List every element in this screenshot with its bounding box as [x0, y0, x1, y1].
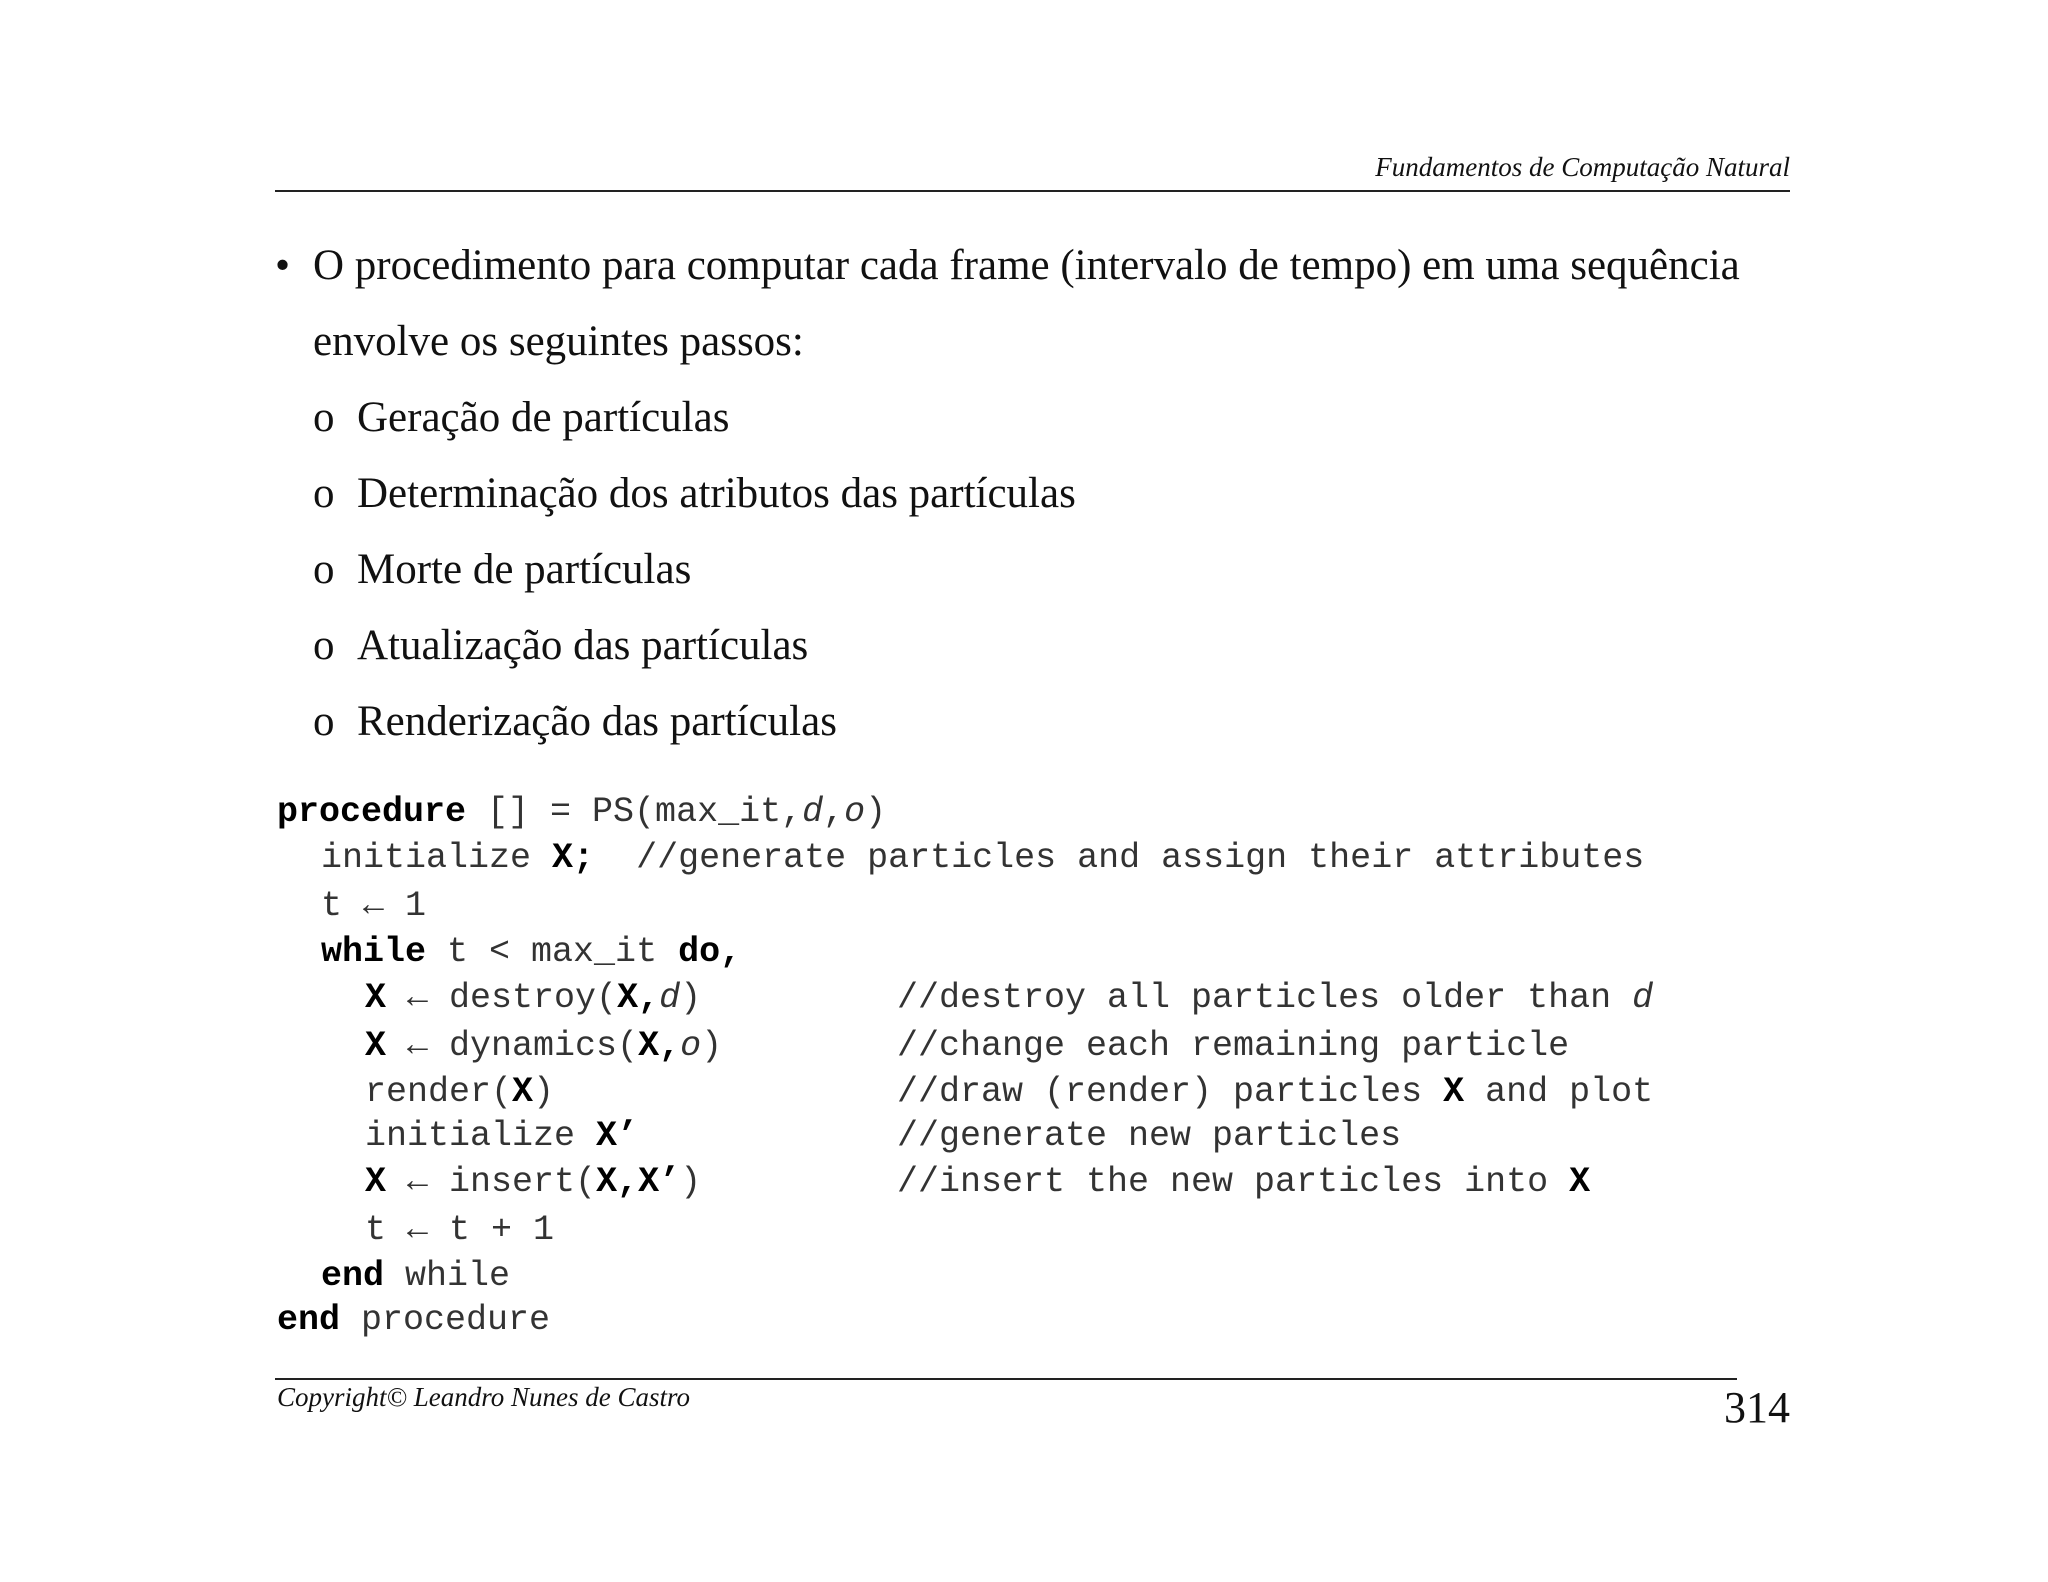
sub-item-text: Geração de partículas — [357, 394, 730, 441]
code-text: ← insert( — [386, 1162, 597, 1202]
code-statement — [365, 1158, 897, 1206]
code-text: ) — [680, 1162, 702, 1202]
running-header: Fundamentos de Computação Natural — [1375, 152, 1790, 182]
sub-item-text: Determinação dos atributos das partículas — [357, 470, 1076, 517]
code-line-12 — [277, 1298, 1797, 1342]
code-text: t < max_it — [426, 932, 679, 972]
sub-list-item — [313, 544, 1795, 596]
code-line-7 — [277, 1070, 1797, 1114]
param-o: o — [680, 1026, 702, 1066]
code-statement — [365, 974, 897, 1022]
code-text: while — [384, 1256, 511, 1296]
param-o: o — [844, 792, 866, 832]
code-comment: //draw (render) particles — [897, 1072, 1444, 1112]
page-number: 314 — [1724, 1383, 1790, 1432]
param-d: d — [659, 978, 681, 1018]
code-line-6 — [277, 1022, 1797, 1070]
var-x: X — [365, 978, 387, 1018]
param-d: d — [1632, 978, 1654, 1018]
var-x: X; — [552, 838, 595, 878]
code-text: render( — [365, 1072, 513, 1112]
code-line-9 — [277, 1158, 1797, 1206]
code-comment: //change each remaining particle — [897, 1026, 1570, 1066]
code-comment: and plot — [1464, 1072, 1654, 1112]
code-text: [] = PS(max_it, — [466, 792, 803, 832]
code-line-10 — [277, 1206, 1797, 1254]
sub-marker: o — [313, 698, 335, 745]
code-comment: //generate particles and assign their attributes — [594, 838, 1645, 878]
code-text: , — [823, 792, 845, 832]
code-text: ) — [865, 792, 887, 832]
code-comment: //destroy all particles older than — [897, 978, 1633, 1018]
code-text: ← dynamics( — [386, 1026, 639, 1066]
bullet-text-line1: O procedimento para computar cada frame (intervalo de tempo) em uma sequência — [313, 242, 1740, 289]
sub-list-item — [313, 468, 1795, 520]
code-line-8 — [277, 1114, 1797, 1158]
code-statement — [365, 1022, 897, 1070]
var-x: X, — [617, 978, 660, 1018]
bullet-marker: • — [275, 242, 291, 289]
var-x: X,X’ — [596, 1162, 681, 1202]
code-statement — [365, 1114, 897, 1158]
sub-marker: o — [313, 394, 335, 441]
var-x: X — [1569, 1162, 1591, 1202]
header-rule — [275, 190, 1790, 192]
sub-item-text: Atualização das partículas — [357, 622, 809, 669]
sub-marker: o — [313, 546, 335, 593]
code-text: t ← t + 1 — [365, 1210, 555, 1250]
var-x: X, — [638, 1026, 681, 1066]
param-d: d — [802, 792, 824, 832]
bullet-text-line2: envolve os seguintes passos: — [313, 318, 804, 365]
keyword: do, — [678, 932, 742, 972]
code-text: t ← 1 — [321, 886, 427, 926]
sub-item-text: Renderização das partículas — [357, 698, 837, 745]
keyword: end — [321, 1256, 385, 1296]
bullet-list — [275, 240, 1795, 748]
code-comment: //generate new particles — [897, 1116, 1402, 1156]
sub-marker: o — [313, 470, 335, 517]
code-line-2 — [277, 834, 1797, 882]
code-text: procedure — [340, 1300, 551, 1340]
code-text: ← destroy( — [386, 978, 618, 1018]
sub-list-item — [313, 696, 1795, 748]
code-text: initialize — [365, 1116, 597, 1156]
code-line-3 — [277, 882, 1797, 930]
var-x: X — [365, 1026, 387, 1066]
sub-list-item — [313, 620, 1795, 672]
sub-item-text: Morte de partículas — [357, 546, 692, 593]
var-x-prime: X’ — [596, 1116, 639, 1156]
code-text: ) — [680, 978, 702, 1018]
code-line-1 — [277, 790, 1797, 834]
code-line-4 — [277, 930, 1797, 974]
sub-list-item — [313, 392, 1795, 444]
keyword: while — [321, 932, 427, 972]
sub-marker: o — [313, 622, 335, 669]
var-x: X — [512, 1072, 534, 1112]
var-x: X — [365, 1162, 387, 1202]
footer-rule — [275, 1378, 1737, 1380]
keyword: end — [277, 1300, 341, 1340]
code-statement — [365, 1070, 897, 1114]
code-text: ) — [533, 1072, 555, 1112]
code-comment: //insert the new particles into — [897, 1162, 1570, 1202]
code-text: initialize — [321, 838, 553, 878]
pseudocode-block — [277, 790, 1797, 1342]
code-line-5 — [277, 974, 1797, 1022]
var-x: X — [1443, 1072, 1465, 1112]
keyword: procedure — [277, 792, 467, 832]
code-text: ) — [701, 1026, 723, 1066]
code-line-11 — [277, 1254, 1797, 1298]
copyright-notice: Copyright© Leandro Nunes de Castro — [277, 1382, 691, 1412]
bullet-item — [275, 240, 1795, 292]
